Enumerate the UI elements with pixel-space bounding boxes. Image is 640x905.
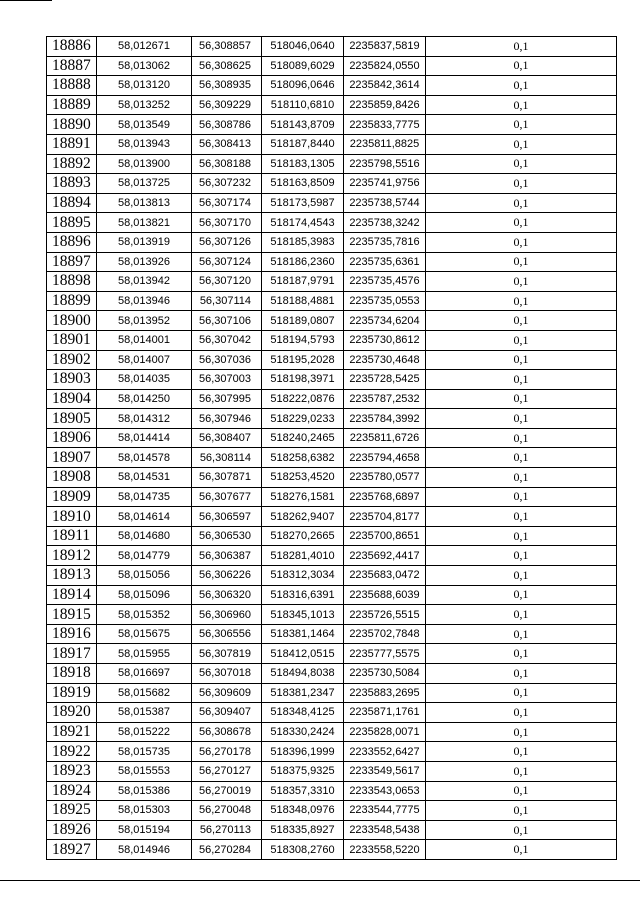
x-coordinate-cell: 518194,5793	[262, 330, 344, 350]
longitude-cell: 56,307126	[192, 232, 262, 252]
x-coordinate-cell: 518357,3310	[262, 781, 344, 801]
latitude-cell: 58,015386	[97, 781, 192, 801]
value-cell: 0,1	[426, 115, 617, 135]
table-row	[47, 174, 617, 194]
table-row	[47, 95, 617, 115]
point-number-cell: 18899	[47, 291, 97, 311]
value-cell: 0,1	[426, 311, 617, 331]
latitude-cell: 58,015096	[97, 585, 192, 605]
value-cell: 0,1	[426, 134, 617, 154]
x-coordinate-cell: 518345,1013	[262, 605, 344, 625]
value-cell: 0,1	[426, 703, 617, 723]
longitude-cell: 56,307677	[192, 487, 262, 507]
value-cell: 0,1	[426, 820, 617, 840]
table-row	[47, 56, 617, 76]
point-number-cell: 18907	[47, 448, 97, 468]
top-edge-line	[0, 0, 52, 1]
longitude-cell: 56,306226	[192, 566, 262, 586]
point-number-cell: 18902	[47, 350, 97, 370]
point-number-cell: 18911	[47, 526, 97, 546]
y-coordinate-cell: 2233543,0653	[344, 781, 426, 801]
table-row	[47, 644, 617, 664]
y-coordinate-cell: 2235735,7816	[344, 232, 426, 252]
longitude-cell: 56,307003	[192, 370, 262, 390]
point-number-cell: 18921	[47, 722, 97, 742]
x-coordinate-cell: 518494,8038	[262, 664, 344, 684]
latitude-cell: 58,015682	[97, 683, 192, 703]
x-coordinate-cell: 518316,6391	[262, 585, 344, 605]
table-row	[47, 134, 617, 154]
value-cell: 0,1	[426, 742, 617, 762]
table-row	[47, 468, 617, 488]
longitude-cell: 56,306530	[192, 526, 262, 546]
table-row	[47, 820, 617, 840]
longitude-cell: 56,306597	[192, 507, 262, 527]
value-cell: 0,1	[426, 526, 617, 546]
y-coordinate-cell: 2235735,0553	[344, 291, 426, 311]
table-row	[47, 370, 617, 390]
table-row	[47, 624, 617, 644]
x-coordinate-cell: 518173,5987	[262, 193, 344, 213]
value-cell: 0,1	[426, 624, 617, 644]
x-coordinate-cell: 518396,1999	[262, 742, 344, 762]
point-number-cell: 18924	[47, 781, 97, 801]
value-cell: 0,1	[426, 174, 617, 194]
longitude-cell: 56,270127	[192, 761, 262, 781]
longitude-cell: 56,307124	[192, 252, 262, 272]
value-cell: 0,1	[426, 801, 617, 821]
point-number-cell: 18898	[47, 272, 97, 292]
latitude-cell: 58,015735	[97, 742, 192, 762]
y-coordinate-cell: 2235738,3242	[344, 213, 426, 233]
y-coordinate-cell: 2235728,5425	[344, 370, 426, 390]
point-number-cell: 18894	[47, 193, 97, 213]
y-coordinate-cell: 2233552,6427	[344, 742, 426, 762]
longitude-cell: 56,270178	[192, 742, 262, 762]
table-row	[47, 585, 617, 605]
y-coordinate-cell: 2233548,5438	[344, 820, 426, 840]
x-coordinate-cell: 518262,9407	[262, 507, 344, 527]
longitude-cell: 56,308857	[192, 37, 262, 57]
latitude-cell: 58,014680	[97, 526, 192, 546]
value-cell: 0,1	[426, 213, 617, 233]
x-coordinate-cell: 518187,8440	[262, 134, 344, 154]
y-coordinate-cell: 2235824,0550	[344, 56, 426, 76]
point-number-cell: 18905	[47, 409, 97, 429]
coordinates-table	[46, 36, 617, 860]
bottom-edge-line	[0, 880, 640, 881]
y-coordinate-cell: 2235777,5575	[344, 644, 426, 664]
point-number-cell: 18890	[47, 115, 97, 135]
longitude-cell: 56,307871	[192, 468, 262, 488]
longitude-cell: 56,308678	[192, 722, 262, 742]
y-coordinate-cell: 2235741,9756	[344, 174, 426, 194]
x-coordinate-cell: 518308,2760	[262, 840, 344, 860]
y-coordinate-cell: 2235730,5084	[344, 664, 426, 684]
point-number-cell: 18909	[47, 487, 97, 507]
x-coordinate-cell: 518189,0807	[262, 311, 344, 331]
point-number-cell: 18927	[47, 840, 97, 860]
latitude-cell: 58,013952	[97, 311, 192, 331]
latitude-cell: 58,014312	[97, 409, 192, 429]
table-row	[47, 330, 617, 350]
y-coordinate-cell: 2233549,5617	[344, 761, 426, 781]
point-number-cell: 18901	[47, 330, 97, 350]
value-cell: 0,1	[426, 389, 617, 409]
x-coordinate-cell: 518330,2424	[262, 722, 344, 742]
y-coordinate-cell: 2235688,6039	[344, 585, 426, 605]
point-number-cell: 18891	[47, 134, 97, 154]
y-coordinate-cell: 2235730,4648	[344, 350, 426, 370]
value-cell: 0,1	[426, 507, 617, 527]
latitude-cell: 58,014001	[97, 330, 192, 350]
value-cell: 0,1	[426, 781, 617, 801]
longitude-cell: 56,307018	[192, 664, 262, 684]
longitude-cell: 56,309609	[192, 683, 262, 703]
point-number-cell: 18895	[47, 213, 97, 233]
x-coordinate-cell: 518183,1305	[262, 154, 344, 174]
longitude-cell: 56,307995	[192, 389, 262, 409]
latitude-cell: 58,013943	[97, 134, 192, 154]
point-number-cell: 18917	[47, 644, 97, 664]
longitude-cell: 56,270113	[192, 820, 262, 840]
latitude-cell: 58,013926	[97, 252, 192, 272]
point-number-cell: 18888	[47, 76, 97, 96]
longitude-cell: 56,307819	[192, 644, 262, 664]
x-coordinate-cell: 518240,2465	[262, 428, 344, 448]
value-cell: 0,1	[426, 605, 617, 625]
longitude-cell: 56,306320	[192, 585, 262, 605]
x-coordinate-cell: 518229,0233	[262, 409, 344, 429]
x-coordinate-cell: 518281,4010	[262, 546, 344, 566]
value-cell: 0,1	[426, 154, 617, 174]
y-coordinate-cell: 2235704,8177	[344, 507, 426, 527]
point-number-cell: 18926	[47, 820, 97, 840]
longitude-cell: 56,308786	[192, 115, 262, 135]
point-number-cell: 18925	[47, 801, 97, 821]
value-cell: 0,1	[426, 56, 617, 76]
x-coordinate-cell: 518258,6382	[262, 448, 344, 468]
x-coordinate-cell: 518348,4125	[262, 703, 344, 723]
point-number-cell: 18897	[47, 252, 97, 272]
table-row	[47, 76, 617, 96]
table-row	[47, 213, 617, 233]
y-coordinate-cell: 2235780,0577	[344, 468, 426, 488]
latitude-cell: 58,014946	[97, 840, 192, 860]
table-row	[47, 566, 617, 586]
longitude-cell: 56,308407	[192, 428, 262, 448]
value-cell: 0,1	[426, 566, 617, 586]
point-number-cell: 18916	[47, 624, 97, 644]
x-coordinate-cell: 518186,2360	[262, 252, 344, 272]
value-cell: 0,1	[426, 76, 617, 96]
latitude-cell: 58,013813	[97, 193, 192, 213]
latitude-cell: 58,013900	[97, 154, 192, 174]
x-coordinate-cell: 518198,3971	[262, 370, 344, 390]
x-coordinate-cell: 518348,0976	[262, 801, 344, 821]
y-coordinate-cell: 2235735,6361	[344, 252, 426, 272]
point-number-cell: 18896	[47, 232, 97, 252]
table-row	[47, 252, 617, 272]
point-number-cell: 18910	[47, 507, 97, 527]
latitude-cell: 58,014035	[97, 370, 192, 390]
table-row	[47, 154, 617, 174]
table-row	[47, 350, 617, 370]
x-coordinate-cell: 518110,6810	[262, 95, 344, 115]
value-cell: 0,1	[426, 761, 617, 781]
latitude-cell: 58,014735	[97, 487, 192, 507]
x-coordinate-cell: 518089,6029	[262, 56, 344, 76]
latitude-cell: 58,015222	[97, 722, 192, 742]
latitude-cell: 58,014578	[97, 448, 192, 468]
value-cell: 0,1	[426, 585, 617, 605]
table-row	[47, 546, 617, 566]
value-cell: 0,1	[426, 409, 617, 429]
point-number-cell: 18914	[47, 585, 97, 605]
point-number-cell: 18906	[47, 428, 97, 448]
y-coordinate-cell: 2235811,6726	[344, 428, 426, 448]
y-coordinate-cell: 2235833,7775	[344, 115, 426, 135]
latitude-cell: 58,013946	[97, 291, 192, 311]
longitude-cell: 56,309229	[192, 95, 262, 115]
x-coordinate-cell: 518312,3034	[262, 566, 344, 586]
point-number-cell: 18904	[47, 389, 97, 409]
value-cell: 0,1	[426, 95, 617, 115]
latitude-cell: 58,015352	[97, 605, 192, 625]
x-coordinate-cell: 518195,2028	[262, 350, 344, 370]
value-cell: 0,1	[426, 193, 617, 213]
longitude-cell: 56,308625	[192, 56, 262, 76]
table-row	[47, 115, 617, 135]
y-coordinate-cell: 2235683,0472	[344, 566, 426, 586]
table-row	[47, 781, 617, 801]
y-coordinate-cell: 2235842,3614	[344, 76, 426, 96]
latitude-cell: 58,014007	[97, 350, 192, 370]
x-coordinate-cell: 518412,0515	[262, 644, 344, 664]
table-row	[47, 742, 617, 762]
point-number-cell: 18920	[47, 703, 97, 723]
y-coordinate-cell: 2235734,6204	[344, 311, 426, 331]
table-body	[47, 37, 617, 860]
point-number-cell: 18915	[47, 605, 97, 625]
x-coordinate-cell: 518375,9325	[262, 761, 344, 781]
longitude-cell: 56,308413	[192, 134, 262, 154]
y-coordinate-cell: 2235811,8825	[344, 134, 426, 154]
value-cell: 0,1	[426, 252, 617, 272]
x-coordinate-cell: 518276,1581	[262, 487, 344, 507]
point-number-cell: 18889	[47, 95, 97, 115]
point-number-cell: 18919	[47, 683, 97, 703]
latitude-cell: 58,016697	[97, 664, 192, 684]
value-cell: 0,1	[426, 664, 617, 684]
table-row	[47, 683, 617, 703]
longitude-cell: 56,307106	[192, 311, 262, 331]
point-number-cell: 18923	[47, 761, 97, 781]
x-coordinate-cell: 518381,1464	[262, 624, 344, 644]
longitude-cell: 56,270019	[192, 781, 262, 801]
table-row	[47, 311, 617, 331]
value-cell: 0,1	[426, 840, 617, 860]
x-coordinate-cell: 518270,2665	[262, 526, 344, 546]
x-coordinate-cell: 518187,9791	[262, 272, 344, 292]
longitude-cell: 56,307042	[192, 330, 262, 350]
latitude-cell: 58,013942	[97, 272, 192, 292]
latitude-cell: 58,014414	[97, 428, 192, 448]
value-cell: 0,1	[426, 644, 617, 664]
y-coordinate-cell: 2235700,8651	[344, 526, 426, 546]
longitude-cell: 56,306387	[192, 546, 262, 566]
table-row	[47, 232, 617, 252]
latitude-cell: 58,015303	[97, 801, 192, 821]
latitude-cell: 58,013062	[97, 56, 192, 76]
x-coordinate-cell: 518335,8927	[262, 820, 344, 840]
value-cell: 0,1	[426, 330, 617, 350]
table-row	[47, 664, 617, 684]
y-coordinate-cell: 2235768,6897	[344, 487, 426, 507]
longitude-cell: 56,307114	[192, 291, 262, 311]
table-row	[47, 526, 617, 546]
latitude-cell: 58,015553	[97, 761, 192, 781]
point-number-cell: 18886	[47, 37, 97, 57]
point-number-cell: 18887	[47, 56, 97, 76]
value-cell: 0,1	[426, 272, 617, 292]
y-coordinate-cell: 2235798,5516	[344, 154, 426, 174]
latitude-cell: 58,014531	[97, 468, 192, 488]
latitude-cell: 58,015387	[97, 703, 192, 723]
y-coordinate-cell: 2235702,7848	[344, 624, 426, 644]
value-cell: 0,1	[426, 370, 617, 390]
value-cell: 0,1	[426, 683, 617, 703]
table-row	[47, 722, 617, 742]
x-coordinate-cell: 518143,8709	[262, 115, 344, 135]
latitude-cell: 58,013725	[97, 174, 192, 194]
y-coordinate-cell: 2235692,4417	[344, 546, 426, 566]
longitude-cell: 56,270284	[192, 840, 262, 860]
table-row	[47, 703, 617, 723]
table-row	[47, 193, 617, 213]
point-number-cell: 18892	[47, 154, 97, 174]
point-number-cell: 18913	[47, 566, 97, 586]
x-coordinate-cell: 518381,2347	[262, 683, 344, 703]
table-row	[47, 605, 617, 625]
value-cell: 0,1	[426, 350, 617, 370]
value-cell: 0,1	[426, 291, 617, 311]
y-coordinate-cell: 2235784,3992	[344, 409, 426, 429]
value-cell: 0,1	[426, 468, 617, 488]
longitude-cell: 56,308114	[192, 448, 262, 468]
x-coordinate-cell: 518222,0876	[262, 389, 344, 409]
latitude-cell: 58,015194	[97, 820, 192, 840]
table-row	[47, 487, 617, 507]
x-coordinate-cell: 518046,0640	[262, 37, 344, 57]
value-cell: 0,1	[426, 448, 617, 468]
longitude-cell: 56,308188	[192, 154, 262, 174]
latitude-cell: 58,015056	[97, 566, 192, 586]
point-number-cell: 18908	[47, 468, 97, 488]
table-row	[47, 37, 617, 57]
x-coordinate-cell: 518253,4520	[262, 468, 344, 488]
table-row	[47, 272, 617, 292]
table-row	[47, 409, 617, 429]
value-cell: 0,1	[426, 722, 617, 742]
value-cell: 0,1	[426, 428, 617, 448]
table-row	[47, 389, 617, 409]
y-coordinate-cell: 2235787,2532	[344, 389, 426, 409]
table-row	[47, 291, 617, 311]
y-coordinate-cell: 2235738,5744	[344, 193, 426, 213]
longitude-cell: 56,307120	[192, 272, 262, 292]
x-coordinate-cell: 518185,3983	[262, 232, 344, 252]
latitude-cell: 58,013549	[97, 115, 192, 135]
longitude-cell: 56,307170	[192, 213, 262, 233]
latitude-cell: 58,014779	[97, 546, 192, 566]
y-coordinate-cell: 2235828,0071	[344, 722, 426, 742]
table-row	[47, 840, 617, 860]
value-cell: 0,1	[426, 232, 617, 252]
x-coordinate-cell: 518163,8509	[262, 174, 344, 194]
y-coordinate-cell: 2235883,2695	[344, 683, 426, 703]
latitude-cell: 58,014614	[97, 507, 192, 527]
table-row	[47, 507, 617, 527]
x-coordinate-cell: 518188,4881	[262, 291, 344, 311]
y-coordinate-cell: 2235726,5515	[344, 605, 426, 625]
latitude-cell: 58,015675	[97, 624, 192, 644]
y-coordinate-cell: 2235730,8612	[344, 330, 426, 350]
table-row	[47, 448, 617, 468]
latitude-cell: 58,013252	[97, 95, 192, 115]
longitude-cell: 56,306556	[192, 624, 262, 644]
y-coordinate-cell: 2233558,5220	[344, 840, 426, 860]
longitude-cell: 56,307946	[192, 409, 262, 429]
point-number-cell: 18893	[47, 174, 97, 194]
value-cell: 0,1	[426, 37, 617, 57]
latitude-cell: 58,014250	[97, 389, 192, 409]
x-coordinate-cell: 518174,4543	[262, 213, 344, 233]
point-number-cell: 18912	[47, 546, 97, 566]
longitude-cell: 56,307232	[192, 174, 262, 194]
point-number-cell: 18903	[47, 370, 97, 390]
y-coordinate-cell: 2235871,1761	[344, 703, 426, 723]
latitude-cell: 58,013120	[97, 76, 192, 96]
table-row	[47, 761, 617, 781]
y-coordinate-cell: 2233544,7775	[344, 801, 426, 821]
point-number-cell: 18922	[47, 742, 97, 762]
longitude-cell: 56,306960	[192, 605, 262, 625]
y-coordinate-cell: 2235735,4576	[344, 272, 426, 292]
point-number-cell: 18900	[47, 311, 97, 331]
latitude-cell: 58,012671	[97, 37, 192, 57]
x-coordinate-cell: 518096,0646	[262, 76, 344, 96]
latitude-cell: 58,015955	[97, 644, 192, 664]
y-coordinate-cell: 2235794,4658	[344, 448, 426, 468]
longitude-cell: 56,307174	[192, 193, 262, 213]
latitude-cell: 58,013821	[97, 213, 192, 233]
value-cell: 0,1	[426, 487, 617, 507]
point-number-cell: 18918	[47, 664, 97, 684]
longitude-cell: 56,270048	[192, 801, 262, 821]
y-coordinate-cell: 2235837,5819	[344, 37, 426, 57]
longitude-cell: 56,308935	[192, 76, 262, 96]
value-cell: 0,1	[426, 546, 617, 566]
y-coordinate-cell: 2235859,8426	[344, 95, 426, 115]
table-row	[47, 801, 617, 821]
table-row	[47, 428, 617, 448]
longitude-cell: 56,309407	[192, 703, 262, 723]
latitude-cell: 58,013919	[97, 232, 192, 252]
longitude-cell: 56,307036	[192, 350, 262, 370]
